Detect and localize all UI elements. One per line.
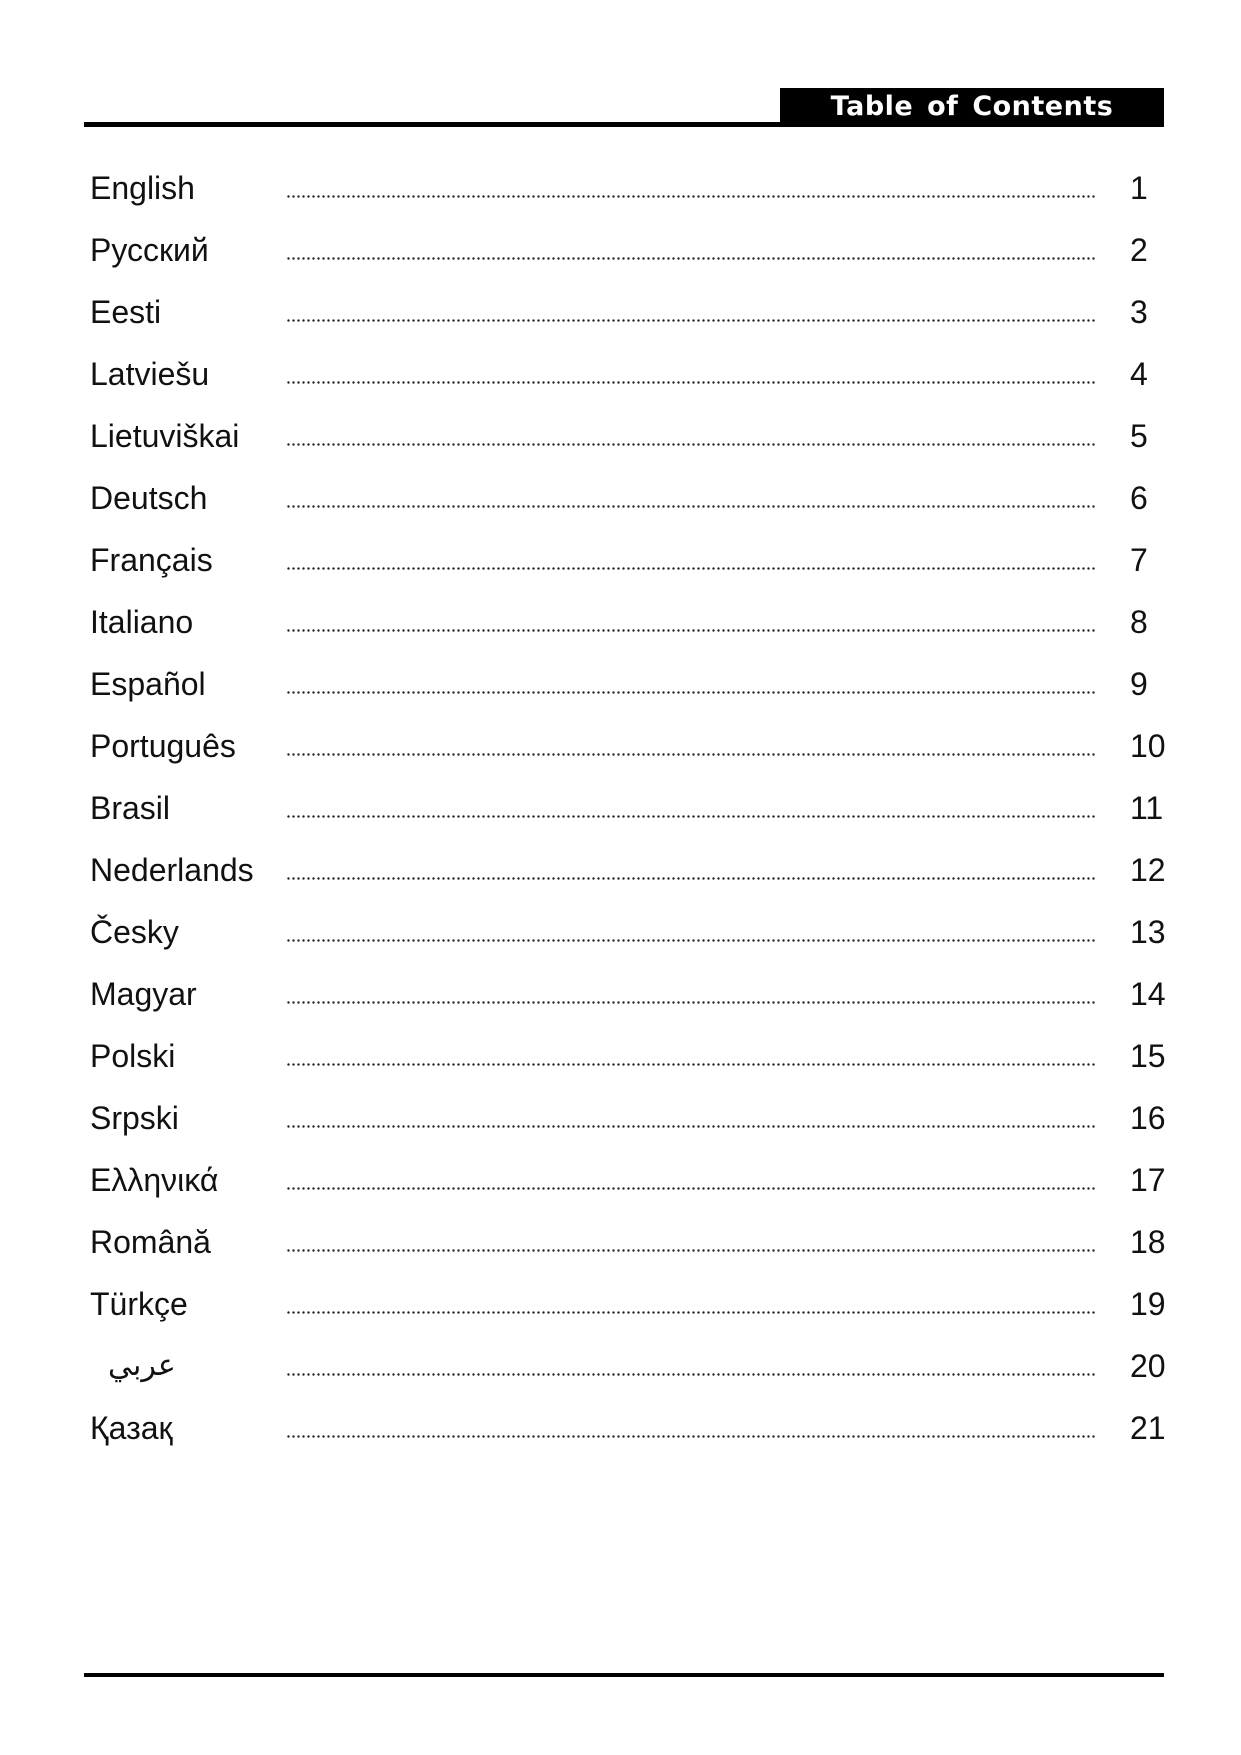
toc-label: Türkçe [90,1286,188,1322]
toc-page-number: 4 [1130,356,1148,392]
toc-label: Česky [90,914,179,950]
toc-label: عربي [108,1348,176,1383]
dot-leader [286,1187,1096,1190]
dot-leader [286,629,1096,632]
toc-row-french[interactable] [90,540,1170,580]
toc-label: English [90,170,195,206]
toc-label: Italiano [90,604,194,640]
toc-label: Srpski [90,1100,179,1136]
toc-page-number: 18 [1130,1224,1166,1260]
toc-page-number: 9 [1130,666,1148,702]
toc-label: Ελληνικά [90,1162,219,1198]
toc-page-number: 6 [1130,480,1148,516]
toc-page-number: 5 [1130,418,1148,454]
toc-row-dutch[interactable] [90,850,1170,890]
toc-label: Deutsch [90,480,208,516]
toc-row-polish[interactable] [90,1036,1170,1076]
toc-row-arabic[interactable] [90,1346,1170,1386]
toc-label: Eesti [90,294,162,330]
toc-row-estonian[interactable] [90,292,1170,332]
dot-leader [286,815,1096,818]
toc-row-lithuanian[interactable] [90,416,1170,456]
toc-page-number: 14 [1130,976,1166,1012]
dot-leader [286,1435,1096,1438]
dot-leader [286,1311,1096,1314]
toc-label: Polski [90,1038,176,1074]
dot-leader [286,567,1096,570]
dot-leader [286,257,1096,260]
toc-row-serbian[interactable] [90,1098,1170,1138]
dot-leader [286,195,1096,198]
footer-rule [84,1673,1164,1677]
toc-label: Nederlands [90,852,254,888]
toc-label: Español [90,666,206,702]
toc-page-number: 20 [1130,1348,1166,1384]
dot-leader [286,319,1096,322]
toc-row-german[interactable] [90,478,1170,518]
dot-leader [286,691,1096,694]
toc-page-number: 17 [1130,1162,1166,1198]
dot-leader [286,1249,1096,1252]
dot-leader [286,877,1096,880]
toc-label: Brasil [90,790,171,826]
dot-leader [286,1125,1096,1128]
toc-page-number: 2 [1130,232,1148,268]
toc-row-spanish[interactable] [90,664,1170,704]
toc-label: Română [90,1224,211,1260]
toc-row-english[interactable] [90,168,1170,208]
dot-leader [286,1001,1096,1004]
toc-row-portuguese[interactable] [90,726,1170,766]
toc-page-number: 12 [1130,852,1166,888]
toc-page-number: 21 [1130,1410,1166,1446]
dot-leader [286,381,1096,384]
toc-row-kazakh[interactable] [90,1408,1170,1448]
dot-leader [286,753,1096,756]
toc-page-number: 1 [1130,170,1148,206]
toc-label: Latviešu [90,356,210,392]
toc-page-number: 13 [1130,914,1166,950]
toc-label: Français [90,542,213,578]
toc-page-number: 10 [1130,728,1166,764]
toc-row-romanian[interactable] [90,1222,1170,1262]
toc-page-number: 15 [1130,1038,1166,1074]
toc-row-latvian[interactable] [90,354,1170,394]
toc-label: Magyar [90,976,197,1012]
toc-page-number: 16 [1130,1100,1166,1136]
toc-row-russian[interactable] [90,230,1170,270]
toc-page-number: 7 [1130,542,1148,578]
page-title: Table of Contents [830,90,1114,122]
toc-label: Қазақ [90,1410,173,1446]
toc-row-hungarian[interactable] [90,974,1170,1014]
toc-row-greek[interactable] [90,1160,1170,1200]
dot-leader [286,939,1096,942]
dot-leader [286,1373,1096,1376]
toc-page-number: 11 [1130,790,1164,826]
dot-leader [286,443,1096,446]
toc-row-brazil[interactable] [90,788,1170,828]
toc-row-czech[interactable] [90,912,1170,952]
dot-leader [286,505,1096,508]
toc-label: Lietuviškai [90,418,240,454]
toc-label: Русский [90,232,209,268]
toc-page-number: 8 [1130,604,1148,640]
dot-leader [286,1063,1096,1066]
toc-row-turkish[interactable] [90,1284,1170,1324]
toc-page-number: 3 [1130,294,1148,330]
toc-label: Português [90,728,236,764]
toc-row-italian[interactable] [90,602,1170,642]
toc-page-number: 19 [1130,1286,1166,1322]
